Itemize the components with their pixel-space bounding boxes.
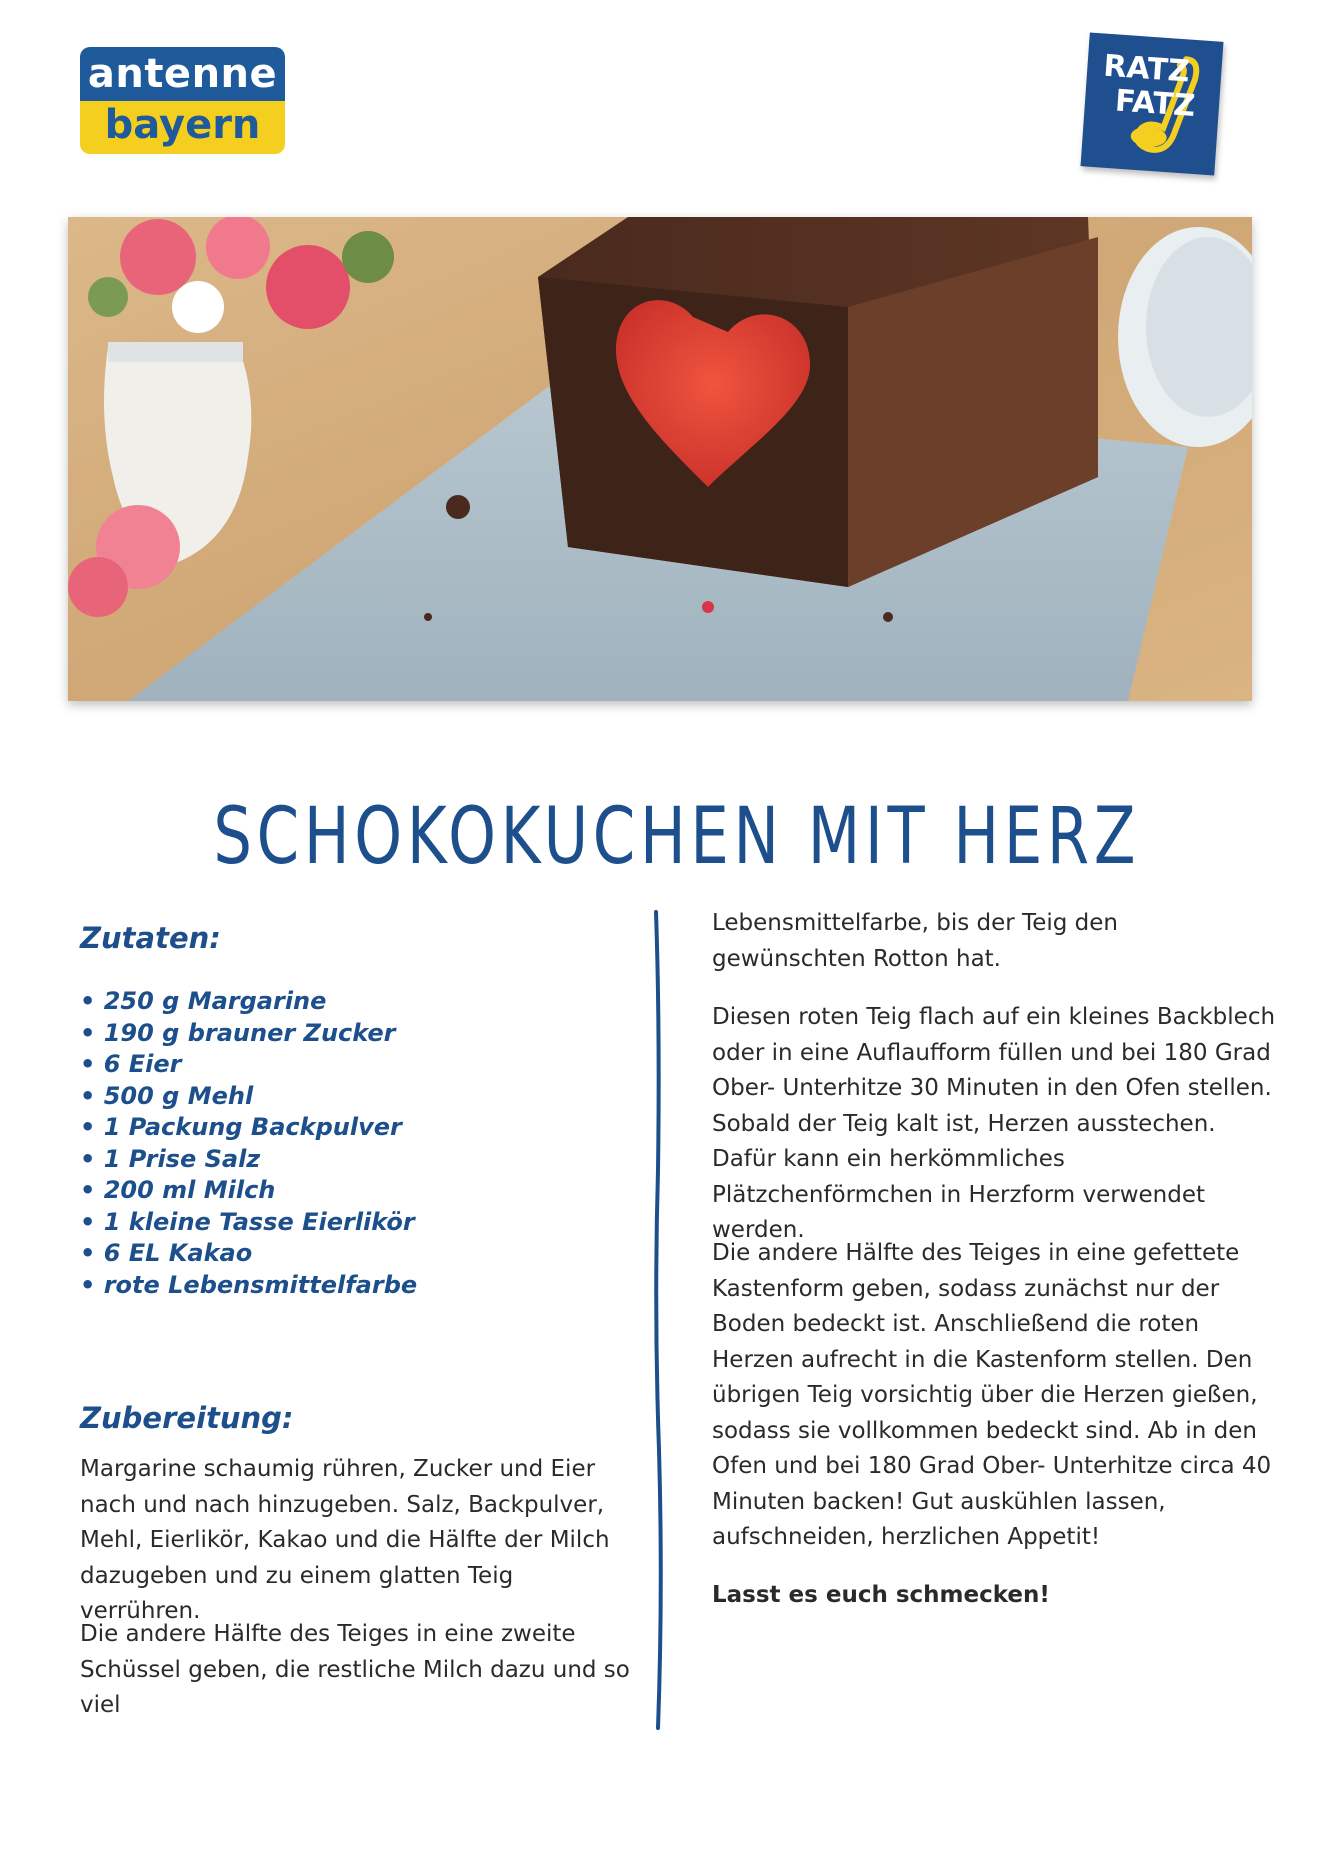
ingredient-item: • rote Lebensmittelfarbe (80, 1270, 640, 1302)
ingredient-item: • 190 g brauner Zucker (80, 1018, 640, 1050)
ingredient-item: • 1 Packung Backpulver (80, 1112, 640, 1144)
ingredient-item: • 6 EL Kakao (80, 1238, 640, 1270)
ratz-fatz-logo (1080, 32, 1223, 175)
ingredient-item: • 1 kleine Tasse Eierlikör (80, 1207, 640, 1239)
closing-line: Lasst es euch schmecken! (712, 1582, 1050, 1608)
preparation-paragraph-2: Die andere Hälfte des Teiges in eine zweite Schüssel geben, die restliche Milch dazu und so viel (80, 1621, 630, 1718)
ingredient-item: • 500 g Mehl (80, 1081, 640, 1113)
logo-line-2: bayern (80, 101, 285, 154)
ingredients-list (80, 986, 640, 1301)
ingredient-item: • 200 ml Milch (80, 1175, 640, 1207)
logo-word-fatz: FATZ (1113, 83, 1197, 124)
column-divider (648, 910, 668, 1730)
preparation-paragraph-4: Diesen roten Teig flach auf ein kleines Backblech oder in eine Auflaufform füllen und bei 180 Grad Ober- Unterhitze 30 Minuten in den Ofen stellen. Sobald der Teig kalt ist, Herzen ausstechen. Dafür kann ein herkömmliches Plätzchenförmchen in Herzform verwendet werden. (712, 1004, 1276, 1243)
ingredient-item: • 6 Eier (80, 1049, 640, 1081)
recipe-title: SCHOKOKUCHEN MIT HERZ (213, 792, 1141, 883)
ingredient-item: • 1 Prise Salz (80, 1144, 640, 1176)
antenne-bayern-logo (80, 47, 285, 154)
preparation-paragraph-5: Die andere Hälfte des Teiges in eine gefettete Kastenform geben, sodass zunächst nur der Boden bedeckt ist. Anschließend die roten Herzen aufrecht in die Kastenform stellen. Den übrigen Teig vorsichtig über die Herzen gießen, sodass sie vollkommen bedeckt sind. Ab in den Ofen und bei 180 Grad Ober- Unterhitze circa 40 Minuten backen! Gut auskühlen lassen, aufschneiden, herzlichen Appetit! (712, 1240, 1272, 1550)
ingredients-heading: Zutaten: (80, 921, 221, 955)
preparation-paragraph-1: Margarine schaumig rühren, Zucker und Eier nach und nach hinzugeben. Salz, Backpulver, Mehl, Eierlikör, Kakao und die Hälfte der Milch dazugeben und zu einem glatten Teig verrühren. (80, 1456, 610, 1624)
logo-word-ratz: RATZ (1102, 48, 1191, 90)
ingredient-item: • 250 g Margarine (80, 986, 640, 1018)
logo-line-1: antenne (80, 47, 285, 101)
cake-photo-illustration (68, 217, 1252, 701)
preparation-paragraph-3: Lebensmittelfarbe, bis der Teig den gewünschten Rotton hat. (712, 910, 1118, 972)
preparation-heading: Zubereitung: (80, 1401, 294, 1435)
hero-photo (68, 217, 1252, 701)
